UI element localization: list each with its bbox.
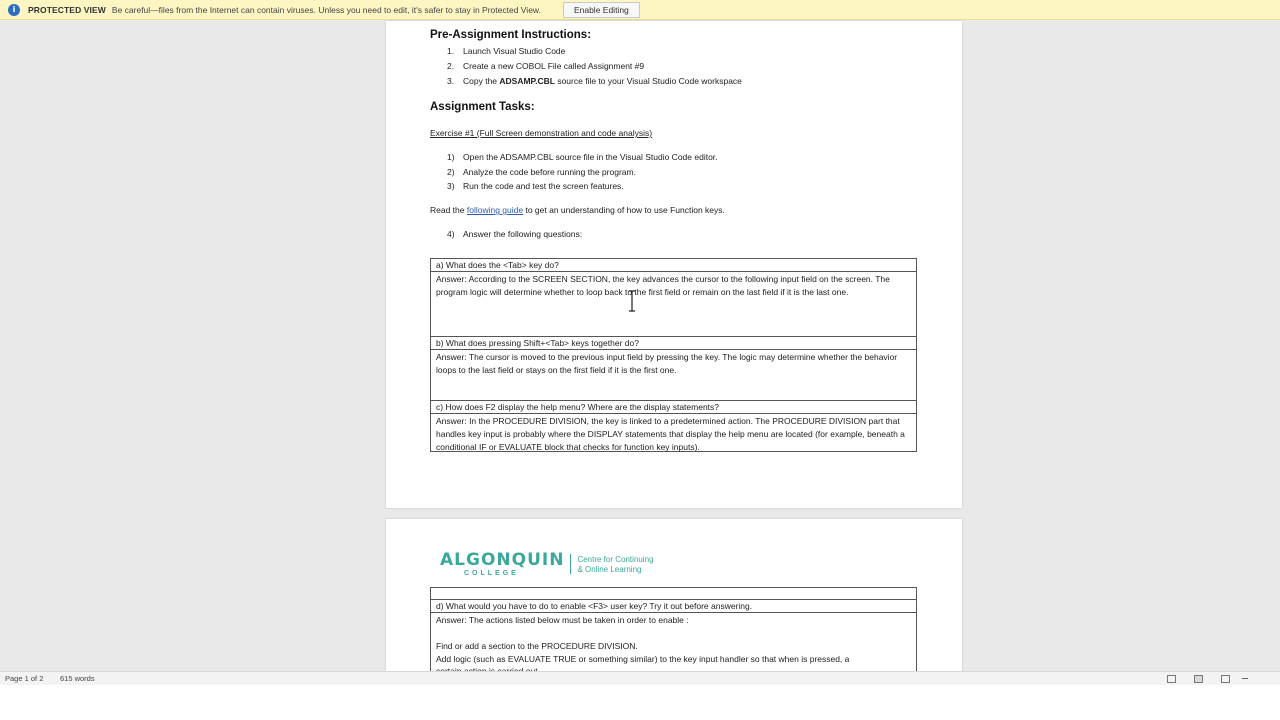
protected-view-message: Be careful—files from the Internet can contain viruses. Unless you need to edit, it's safer to stay in Protected View. bbox=[111, 4, 541, 15]
question-a: a) What does the <Tab> key do? bbox=[431, 259, 916, 272]
assignment-tasks-heading: Assignment Tasks: bbox=[430, 101, 535, 113]
document-page-1[interactable] bbox=[386, 21, 962, 508]
read-guide-line: Read the following guide to get an understanding of how to use Function keys. bbox=[430, 205, 725, 215]
exercise-title: Exercise #1 (Full Screen demonstration and code analysis) bbox=[430, 128, 653, 138]
bottom-area bbox=[0, 685, 1280, 720]
question-c-box bbox=[430, 400, 917, 452]
pre-item-3: 3. Copy the ADSAMP.CBL source file to your Visual Studio Code workspace bbox=[447, 76, 742, 86]
step-4: 4) Answer the following questions: bbox=[447, 229, 583, 239]
enable-editing-button[interactable]: Enable Editing bbox=[563, 2, 640, 18]
step-1: 1) Open the ADSAMP.CBL source file in the Visual Studio Code editor. bbox=[447, 152, 718, 162]
answer-b: Answer: The cursor is moved to the previous input field by pressing the key. The logic may determine whether the behavior loops to the last field or stays on the first field if it is the first one. bbox=[436, 352, 898, 375]
question-d: d) What would you have to do to enable <F3> user key? Try it out before answering. bbox=[431, 600, 916, 613]
question-b: b) What does pressing Shift+<Tab> keys together do? bbox=[431, 337, 916, 350]
answer-a: Answer: According to the SCREEN SECTION, the key advances the cursor to the following input field on the screen. The program logic will determine whether to loop back to the first field or remain on the last field if it is the last one. bbox=[436, 274, 890, 297]
read-mode-icon[interactable] bbox=[1167, 675, 1176, 683]
answer-c: Answer: In the PROCEDURE DIVISION, the key is linked to a predetermined action. The PROCEDURE DIVISION part that handles key input is probably where the DISPLAY statements that display the help menu are located (for example, beneath a conditional IF or EVALUATE block that checks for function key inputs). bbox=[436, 416, 905, 452]
question-c: c) How does F2 display the help menu? Where are the display statements? bbox=[431, 401, 916, 414]
pre-item-1: 1. Launch Visual Studio Code bbox=[447, 46, 566, 56]
protected-view-bar bbox=[0, 0, 1280, 20]
pre-assignment-heading: Pre-Assignment Instructions: bbox=[430, 29, 592, 41]
text-cursor-icon bbox=[629, 290, 635, 312]
word-count[interactable]: 615 words bbox=[60, 674, 95, 683]
shield-info-icon: i bbox=[8, 4, 20, 16]
print-layout-icon[interactable] bbox=[1194, 675, 1203, 683]
algonquin-college-logo: ALGONQUIN COLLEGE Centre for Continuing & Online Learning bbox=[440, 550, 654, 577]
step-2: 2) Analyze the code before running the program. bbox=[447, 167, 636, 177]
pre-item-2: 2. Create a new COBOL File called Assignment #9 bbox=[447, 61, 645, 71]
step-3: 3) Run the code and test the screen features. bbox=[447, 181, 624, 191]
following-guide-link[interactable]: following guide bbox=[466, 205, 524, 215]
protected-view-title: PROTECTED VIEW bbox=[28, 4, 106, 15]
document-page-2[interactable] bbox=[386, 519, 962, 671]
web-layout-icon[interactable] bbox=[1221, 675, 1230, 683]
question-a-box bbox=[430, 258, 917, 337]
answer-d: Answer: The actions listed below must be taken in order to enable : Find or add a section to the PROCEDURE DIVISION. Add logic (such as EVALUATE TRUE or something similar) to the key input handler so that when is pressed, a bbox=[436, 615, 850, 664]
question-b-box bbox=[430, 336, 917, 401]
zoom-out-icon[interactable] bbox=[1242, 678, 1248, 679]
page-count[interactable]: Page 1 of 2 bbox=[5, 674, 44, 683]
status-bar bbox=[0, 671, 1280, 685]
